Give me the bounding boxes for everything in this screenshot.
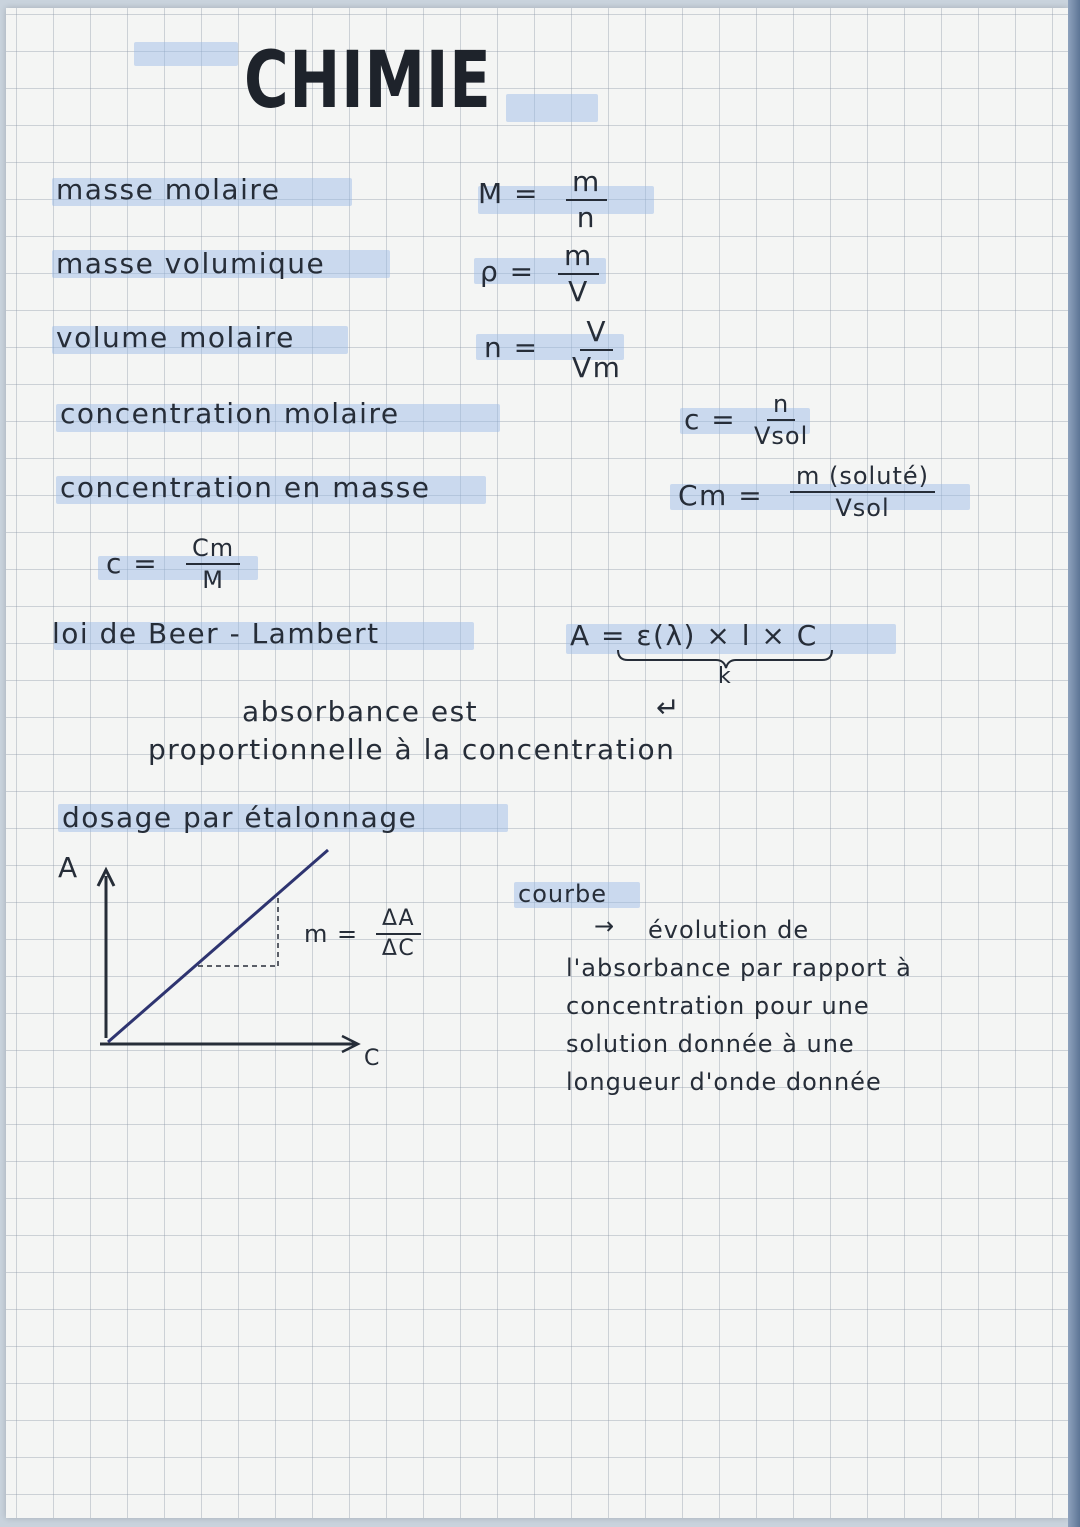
- courbe-line-1: évolution de: [648, 916, 810, 944]
- page-title: CHIMIE: [244, 36, 492, 126]
- label-beer-lambert: loi de Beer - Lambert: [52, 617, 380, 650]
- right-arrow-icon: →: [594, 912, 616, 940]
- label-masse-molaire: masse molaire: [56, 173, 281, 206]
- dosage-heading: dosage par étalonnage: [62, 801, 418, 834]
- highlight: [134, 42, 238, 66]
- numerator: ΔA: [376, 908, 421, 935]
- denominator: Vm: [572, 351, 622, 384]
- courbe-line-4: solution donnée à une: [566, 1030, 855, 1058]
- return-arrow-icon: ↵: [656, 691, 681, 724]
- courbe-label: courbe: [518, 880, 607, 908]
- formula-molar-concentration-fraction: [754, 392, 808, 448]
- calibration-graph: [66, 848, 386, 1078]
- beer-lambert-formula: A = ε(λ) × l × C: [570, 619, 818, 652]
- label-concentration-molaire: concentration molaire: [60, 397, 400, 430]
- denominator: V: [568, 275, 589, 308]
- label-concentration-en-masse: concentration en masse: [60, 471, 431, 504]
- background-edge: [1068, 0, 1080, 1527]
- denominator: M: [202, 566, 224, 594]
- slope-fraction: [376, 908, 421, 960]
- denominator: ΔC: [381, 936, 416, 961]
- denominator: Vsol: [835, 494, 890, 522]
- c-relation-lhs: c =: [106, 547, 159, 580]
- formula-molar-mass-fraction: [566, 165, 607, 234]
- numerator: m: [558, 242, 599, 275]
- formula-mass-concentration-lhs: Cm =: [678, 479, 764, 512]
- axis-x-label: C: [364, 1046, 381, 1071]
- calibration-line: [108, 850, 328, 1042]
- beer-lambert-note-line1: absorbance est: [242, 695, 479, 728]
- axis-y-label: A: [58, 851, 79, 884]
- denominator: Vsol: [754, 422, 809, 450]
- formula-mass-concentration-fraction: [790, 464, 935, 520]
- formula-molar-volume-lhs: n =: [484, 331, 539, 364]
- slope-lhs: m =: [304, 920, 359, 948]
- denominator: n: [576, 201, 597, 234]
- grid-paper-sheet: [6, 8, 1068, 1518]
- label-masse-volumique: masse volumique: [56, 247, 326, 280]
- formula-molar-mass-lhs: M =: [478, 177, 540, 210]
- label-volume-molaire: volume molaire: [56, 321, 295, 354]
- highlight: [506, 94, 598, 122]
- formula-molar-volume-fraction: [572, 315, 622, 384]
- courbe-line-3: concentration pour une: [566, 992, 870, 1020]
- numerator: m (soluté): [790, 464, 935, 493]
- formula-molar-concentration-lhs: c =: [684, 403, 737, 436]
- beer-lambert-note-line2: proportionnelle à la concentration: [148, 733, 676, 766]
- numerator: m: [566, 168, 607, 201]
- c-relation-fraction: [186, 536, 240, 592]
- numerator: Cm: [186, 536, 240, 565]
- formula-density-lhs: ρ =: [480, 255, 535, 288]
- formula-density-fraction: [558, 239, 599, 308]
- numerator: n: [767, 392, 795, 421]
- beer-lambert-brace-mark: k: [718, 664, 733, 689]
- courbe-line-2: l'absorbance par rapport à: [566, 954, 912, 982]
- numerator: V: [580, 318, 613, 351]
- courbe-line-5: longueur d'onde donnée: [566, 1068, 882, 1096]
